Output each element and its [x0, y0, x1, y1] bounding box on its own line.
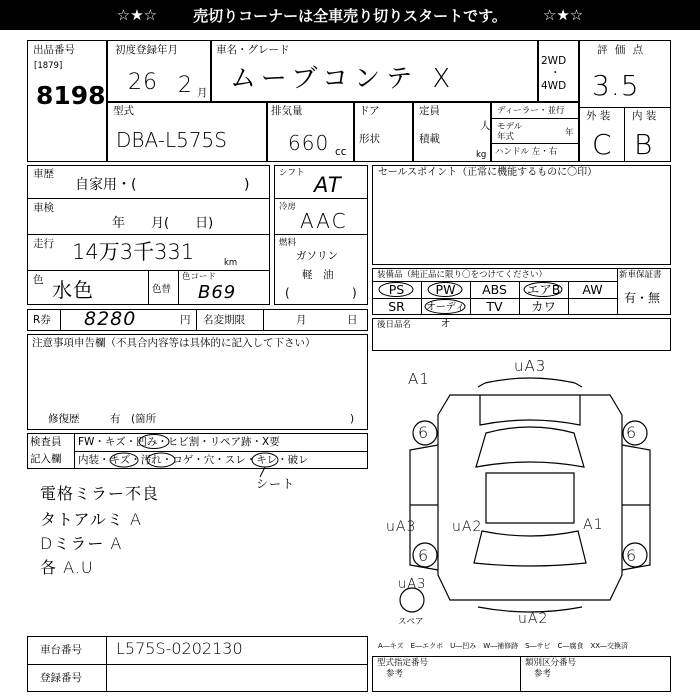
- fuel-paren-open: (: [285, 286, 290, 300]
- reg-month-unit: 月: [197, 87, 208, 99]
- equip-airbag: エアB: [526, 282, 561, 297]
- diagram-mark-ua2-rear: uA2: [518, 611, 549, 627]
- color-value: 水色: [52, 278, 94, 302]
- equip-ps: PS: [388, 282, 405, 297]
- sales-label: セールスポイント（正常に機能するものに〇印）: [378, 167, 598, 178]
- load-label: 積載: [419, 133, 440, 145]
- mileage-label: 走行: [33, 238, 54, 250]
- legend-text: A―キズ E―エクボ U―凹み W―補修跡 S―サビ C―腐食 XX―交換済: [378, 642, 629, 650]
- inspector-label-1: 検査員: [30, 436, 62, 448]
- sales-frame: [372, 165, 671, 265]
- cat-label: 類別区分番号: [525, 658, 577, 668]
- model-year-label: モデル 年式: [497, 122, 523, 142]
- reg-month: 2: [178, 73, 193, 98]
- equip-tv: TV: [486, 299, 503, 314]
- diagram-mark-ua2-mid: uA2: [452, 519, 483, 535]
- fuel-diesel: 軽 油: [302, 269, 334, 281]
- color-code-label: 色コード: [182, 272, 217, 282]
- grade-label: 評 価 点: [597, 44, 646, 56]
- recycle-label: R券: [33, 314, 51, 326]
- comment-2: タトアルミ A: [40, 510, 142, 529]
- name-change-month: 月: [296, 314, 307, 326]
- after-label: 後日品名: [377, 320, 412, 330]
- diagram-mark-6-fr: 6: [626, 423, 638, 442]
- cat-sub: 参考: [534, 669, 552, 679]
- banner-left-stars: ☆★☆: [116, 6, 158, 24]
- diagram-mark-ua3-rear: uA3: [398, 577, 427, 592]
- ac-label: 冷房: [279, 202, 297, 212]
- recycle-yen: 円: [180, 314, 191, 326]
- grade-score: 3.5: [592, 69, 640, 102]
- load-unit: kg: [476, 150, 487, 160]
- equipment-circle-marks: [372, 281, 617, 315]
- diagram-mark-ua3-top: uA3: [514, 357, 547, 375]
- repair-label: 修復歴: [48, 413, 80, 425]
- after-frame: [372, 318, 671, 351]
- banner-text: 売切りコーナーは全車売り切りスタートです。: [193, 6, 507, 25]
- type-label: 型式指定番号: [377, 658, 429, 668]
- banner: [0, 0, 700, 30]
- shift-value: AT: [314, 173, 342, 197]
- repair-value: 有 (箇所: [110, 413, 157, 425]
- inspector-label-2: 記入欄: [30, 453, 62, 465]
- capacity-label: 定員: [419, 105, 440, 117]
- lot-sub: [1879]: [34, 61, 63, 71]
- interior-grade: B: [634, 128, 654, 161]
- door-label: ドア: [359, 105, 380, 117]
- reg-no-label: 登録番号: [40, 672, 82, 684]
- diagram-mark-ua3-left: uA3: [386, 519, 417, 535]
- comment-4: 各 A.U: [40, 558, 94, 577]
- equip-leather: カワ: [530, 299, 556, 314]
- cc-unit: cc: [335, 146, 347, 158]
- type-sub: 参考: [386, 669, 404, 679]
- chassis-label: 車台番号: [40, 644, 82, 656]
- reg-year: 26: [128, 70, 158, 95]
- inspector-row-1: FW・キズ・凹み・ヒビ割・リペア跡・X要: [78, 436, 280, 448]
- handle-label: ハンドル 左・右: [495, 147, 558, 157]
- banner-right-stars: ☆★☆: [542, 6, 584, 24]
- fuel-paren-close: ): [352, 286, 357, 300]
- lot-label: 出品番号: [33, 44, 75, 56]
- capacity-unit: 人: [480, 120, 491, 132]
- shape-label: 形状: [359, 133, 380, 145]
- reg-label: 初度登録年月: [115, 44, 178, 56]
- warranty-label: 新車保証書: [619, 270, 662, 280]
- recycle-value: 8280: [84, 308, 137, 330]
- spare-label: スペア: [398, 617, 424, 627]
- drive-dot: ・: [550, 67, 561, 79]
- name-label: 車名・グレード: [216, 44, 290, 56]
- comment-1: 電格ミラー不良: [40, 484, 160, 503]
- displacement: 660: [288, 131, 330, 155]
- fuel-label: 燃料: [279, 238, 297, 248]
- equip-pw: PW: [435, 282, 456, 297]
- color-change-label: 色替: [152, 284, 172, 295]
- recycle-frame: [27, 309, 368, 331]
- repair-close: ): [350, 413, 355, 425]
- history-close: ): [244, 177, 250, 193]
- color-code: B69: [198, 282, 237, 303]
- car-name: ムーブコンテ X: [230, 64, 457, 94]
- disp-label: 排気量: [271, 105, 303, 117]
- seat-note: シート: [256, 477, 296, 491]
- equip-aw: AW: [582, 282, 603, 297]
- ac-value: AAC: [300, 209, 348, 233]
- notes-label: 注意事項申告欄（不具合内容等は具体的に記入して下さい）: [32, 337, 316, 349]
- fuel-gasoline: ガソリン: [296, 250, 338, 262]
- equip-abs: ABS: [482, 282, 507, 297]
- equip-audio: オーディオ: [425, 302, 466, 330]
- diagram-mark-6-rl: 6: [418, 546, 430, 565]
- diagram-mark-6-rr: 6: [626, 546, 638, 565]
- color-label: 色: [33, 274, 44, 286]
- history-label: 車歴: [33, 168, 54, 180]
- drive-2wd: 2WD: [541, 55, 567, 67]
- diagram-mark-a1-top: A1: [408, 370, 430, 388]
- inspection-text: 年 月( 日): [112, 216, 214, 231]
- shift-label: シフト: [279, 168, 305, 178]
- name-change-label: 名変期限: [203, 314, 245, 326]
- lot-number: 8198: [36, 81, 106, 110]
- equip-sr: SR: [388, 299, 405, 314]
- model-year-unit: 年: [565, 128, 574, 138]
- diagram-mark-a1-right: A1: [583, 517, 604, 533]
- diagram-mark-6-fl: 6: [418, 423, 430, 442]
- warranty-choice: 有・無: [624, 291, 661, 305]
- inspection-label: 車検: [33, 202, 54, 214]
- car-diagram: [390, 355, 670, 625]
- exterior-grade: C: [592, 128, 613, 161]
- km-unit: km: [224, 258, 238, 268]
- model-label: 型式: [113, 105, 134, 117]
- name-change-day: 日: [347, 314, 358, 326]
- drive-4wd: 4WD: [541, 80, 567, 92]
- comment-3: Dミラー A: [40, 534, 123, 553]
- interior-label: 内 装: [632, 110, 657, 122]
- equipment-label: 装備品（純正品に限り〇をつけてください）: [377, 270, 548, 280]
- chassis-value: L575S-0202130: [116, 639, 243, 658]
- history-value: 自家用・(: [75, 177, 137, 193]
- dealer-label: ディーラー・並行: [497, 106, 565, 116]
- inspector-row-2: 内装・キズ・汚れ・コゲ・穴・スレ・キレ・破レ: [78, 454, 309, 466]
- exterior-label: 外 装: [586, 110, 611, 122]
- mileage-value: 14万3千331: [72, 240, 195, 264]
- model-code: DBA-L575S: [116, 128, 227, 152]
